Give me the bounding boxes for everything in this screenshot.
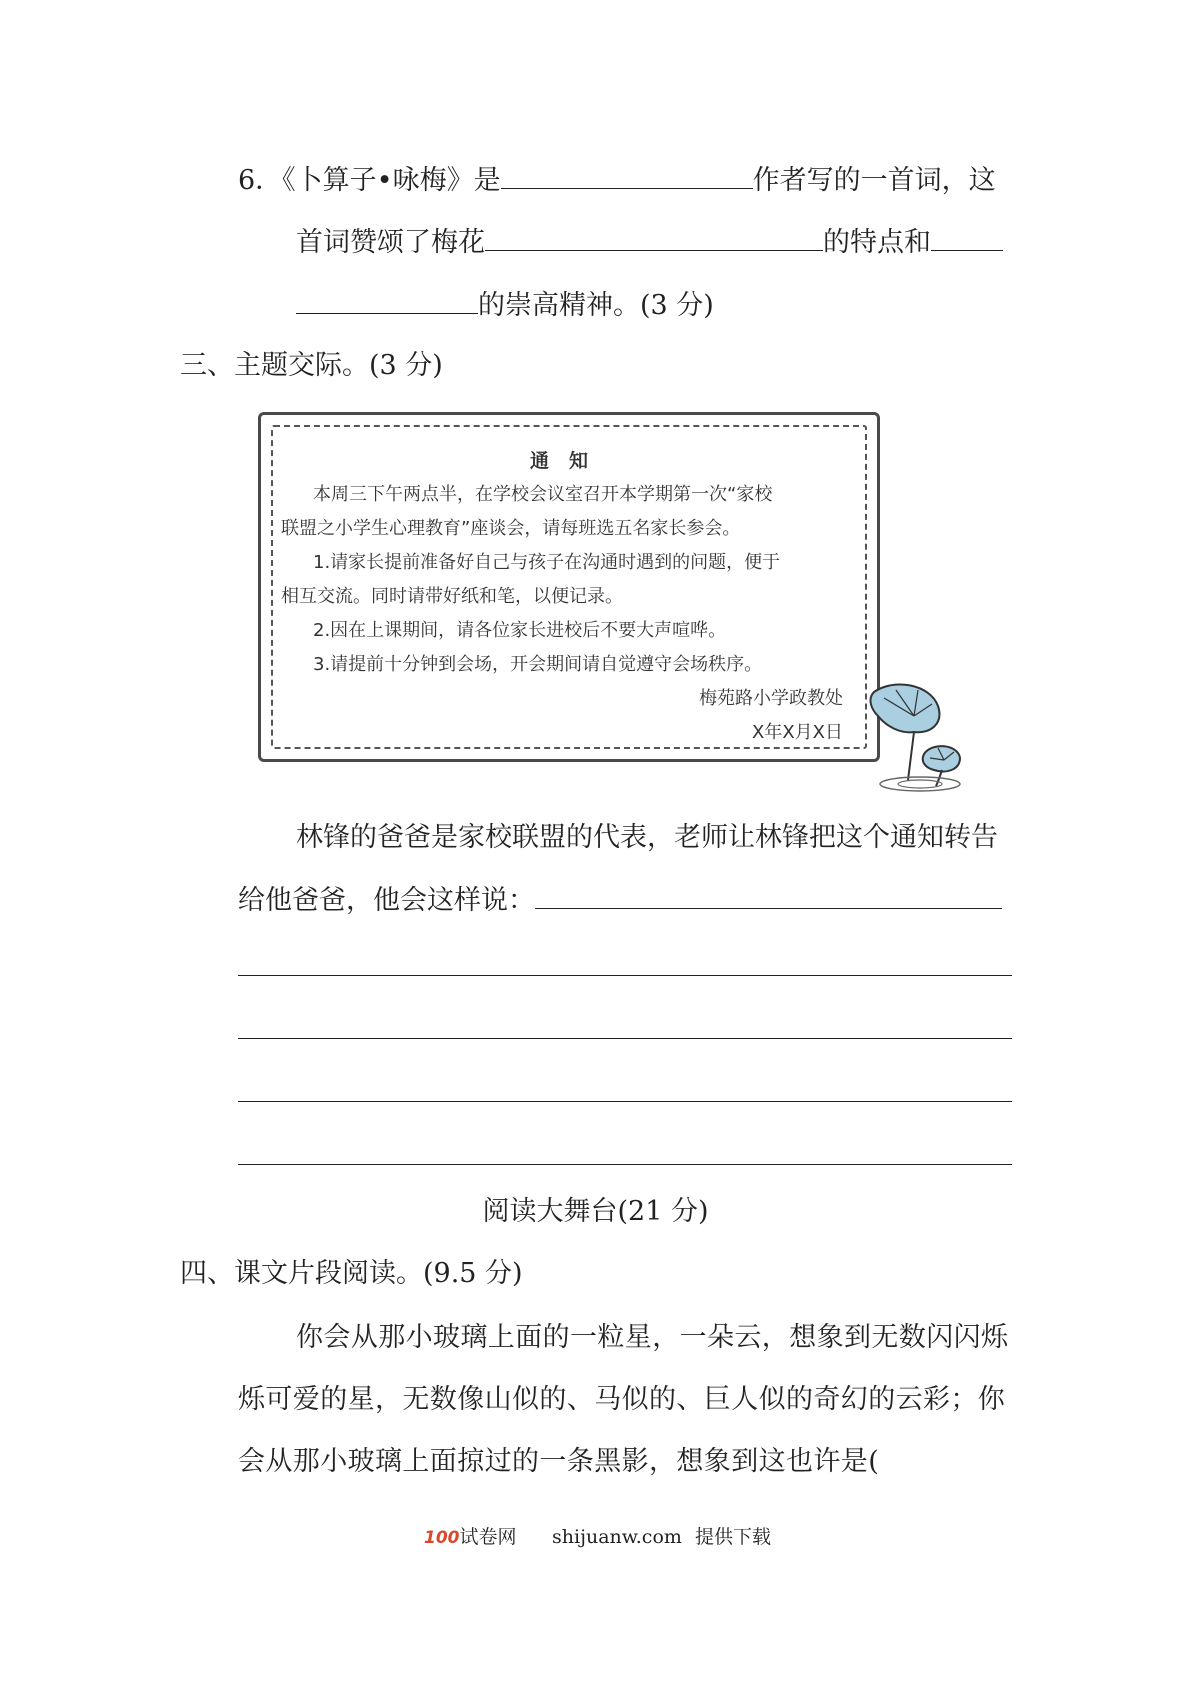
notice-box <box>258 412 880 762</box>
section3-heading: 三、主题交际。(3 分) <box>180 350 443 381</box>
notice-p1-line1: 本周三下午两点半，在学校会议室召开本学期第一次“家校 <box>313 484 773 505</box>
spirit-blank-a[interactable] <box>931 224 1003 251</box>
passage-line-3: 会从那小玻璃上面掠过的一条黑影，想象到这也许是( <box>238 1446 880 1477</box>
notice-signature: 梅苑路小学政教处 <box>699 688 843 709</box>
q6-line-3 <box>296 287 714 324</box>
q6-line1-end: 作者写的一首词，这 <box>752 165 996 196</box>
passage-line-2: 烁可爱的星，无数像山似的、马似的、巨人似的奇幻的云彩；你 <box>238 1384 1006 1415</box>
prompt-line-2 <box>238 882 1002 919</box>
footer-url[interactable]: shijuanw.com <box>552 1526 682 1548</box>
prompt-line2-text: 给他爸爸，他会这样说： <box>238 885 535 916</box>
answer-line-4[interactable] <box>238 1101 1012 1102</box>
prompt-line-1: 林锋的爸爸是家校联盟的代表，老师让林锋把这个通知转告 <box>296 822 998 853</box>
author-blank[interactable] <box>501 162 753 189</box>
feature-blank[interactable] <box>485 224 823 251</box>
notice-item2: 2.因在上课期间，请各位家长进校后不要大声喧哗。 <box>313 620 727 641</box>
spirit-blank-b[interactable] <box>296 287 478 314</box>
answer-blank-first[interactable] <box>535 882 1002 909</box>
q6-line3-end: 的崇高精神。(3 分) <box>478 290 714 321</box>
notice-item1-line2: 相互交流。同时请带好纸和笔，以便记录。 <box>281 586 623 607</box>
passage-line-1: 你会从那小玻璃上面的一粒星，一朵云，想象到无数闪闪烁 <box>296 1322 1009 1353</box>
notice-item1-line1: 1.请家长提前准备好自己与孩子在沟通时遇到的问题，便于 <box>313 552 781 573</box>
footer-brand <box>424 1524 517 1551</box>
answer-line-3[interactable] <box>238 1038 1012 1039</box>
notice-date: X年X月X日 <box>752 722 843 743</box>
q6-line1-start: 6．《卜算子•咏梅》是 <box>238 165 501 196</box>
section4-heading: 四、课文片段阅读。(9.5 分) <box>180 1258 523 1289</box>
q6-line-1 <box>238 162 996 199</box>
q6-line2-end: 的特点和 <box>823 227 931 258</box>
notice-title: 通知 <box>529 450 608 472</box>
answer-line-5[interactable] <box>238 1164 1012 1165</box>
lotus-leaf-icon <box>860 676 970 796</box>
q6-line-2 <box>296 224 1003 261</box>
notice-dashed-border <box>271 425 867 749</box>
q6-line2-start: 首词赞颂了梅花 <box>296 227 485 258</box>
footer-download: 提供下载 <box>695 1526 772 1548</box>
notice-item3: 3.请提前十分钟到会场，开会期间请自觉遵守会场秩序。 <box>313 654 763 675</box>
logo-100-icon: 100 <box>424 1528 460 1548</box>
answer-line-2[interactable] <box>238 975 1012 976</box>
notice-p1-line2: 联盟之小学生心理教育”座谈会，请每班选五名家长参会。 <box>281 518 741 539</box>
reading-title: 阅读大舞台(21 分) <box>482 1196 709 1227</box>
footer-site-name: 试卷网 <box>459 1526 517 1548</box>
